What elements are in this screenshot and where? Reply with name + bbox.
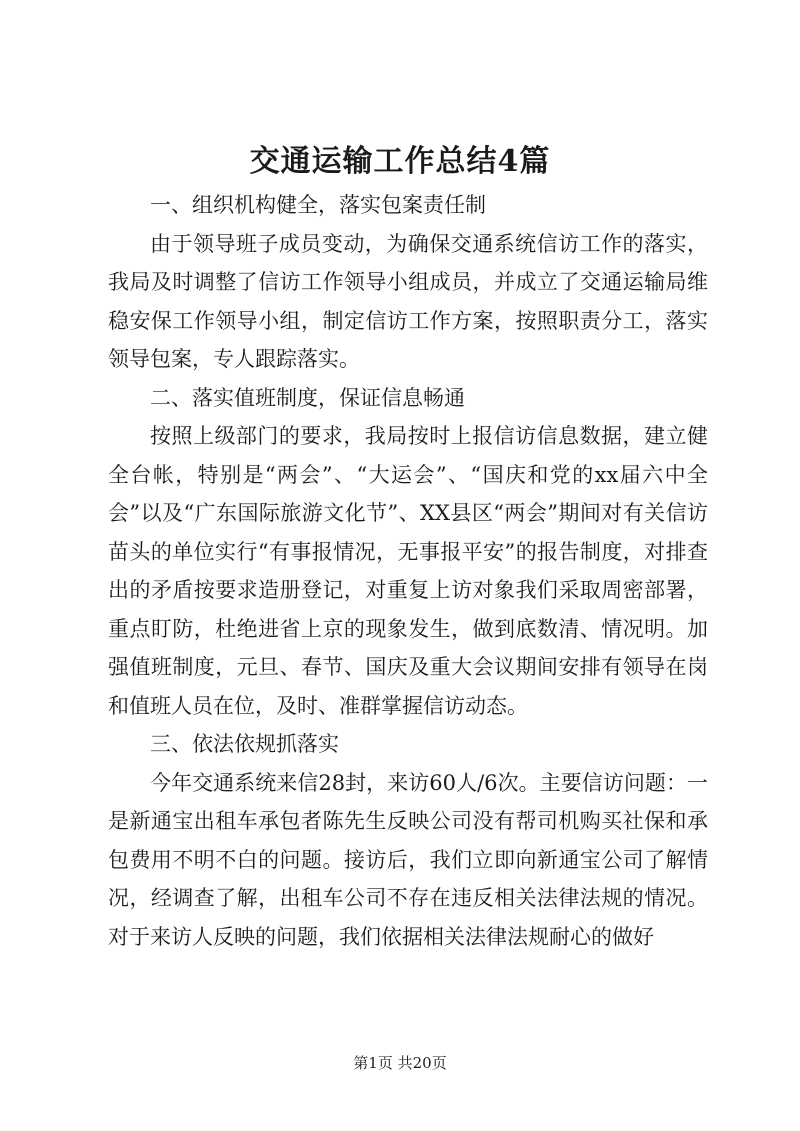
section-heading-2: 二、落实值班制度，保证信息畅通	[150, 385, 465, 410]
page-title: 交通运输工作总结4篇	[249, 144, 551, 179]
paragraph-1: 由于领导班子成员变动，为确保交通系统信访工作的落实，我局及时调整了信访工作领导小组成员，并成立了交通运输局维稳安保工作领导小组，制定信访工作方案，按照职责分工，落实领导包案，专人跟踪落实。	[108, 231, 708, 371]
section-heading-3: 三、依法依规抓落实	[150, 732, 339, 756]
page-footer: 第1页 共20页	[353, 1054, 447, 1072]
paragraph-2: 按照上级部门的要求，我局按时上报信访信息数据，建立健全台帐，特别是“两会”、“大运会”、“国庆和党的xx届六中全会”以及“广东国际旅游文化节”、XX县区“两会”期间对有关信访苗头的单位实行“有事报情况，无事报平安”的报告制度，对排查出的矛盾按要求造册登记，对重复上访对象我们采取周密部署，重点盯防，杜绝进省上京的现象发生，做到底数清、情况明。加强值班制度，元旦、春节、国庆及重大会议期间安排有领导在岗和值班人员在位，及时、准群掌握信访动态。	[108, 424, 708, 718]
document-body	[108, 186, 708, 956]
section-heading-1: 一、组织机构健全，落实包案责任制	[150, 193, 486, 217]
paragraph-3: 今年交通系统来信28封，来访60人/6次。主要信访问题：一是新通宝出租车承包者陈先生反映公司没有帮司机购买社保和承包费用不明不白的问题。接访后，我们立即向新通宝公司了解情况，经调查了解，出租车公司不存在违反相关法律法规的情况。对于来访人反映的问题，我们依据相关法律法规耐心的做好	[108, 770, 708, 949]
